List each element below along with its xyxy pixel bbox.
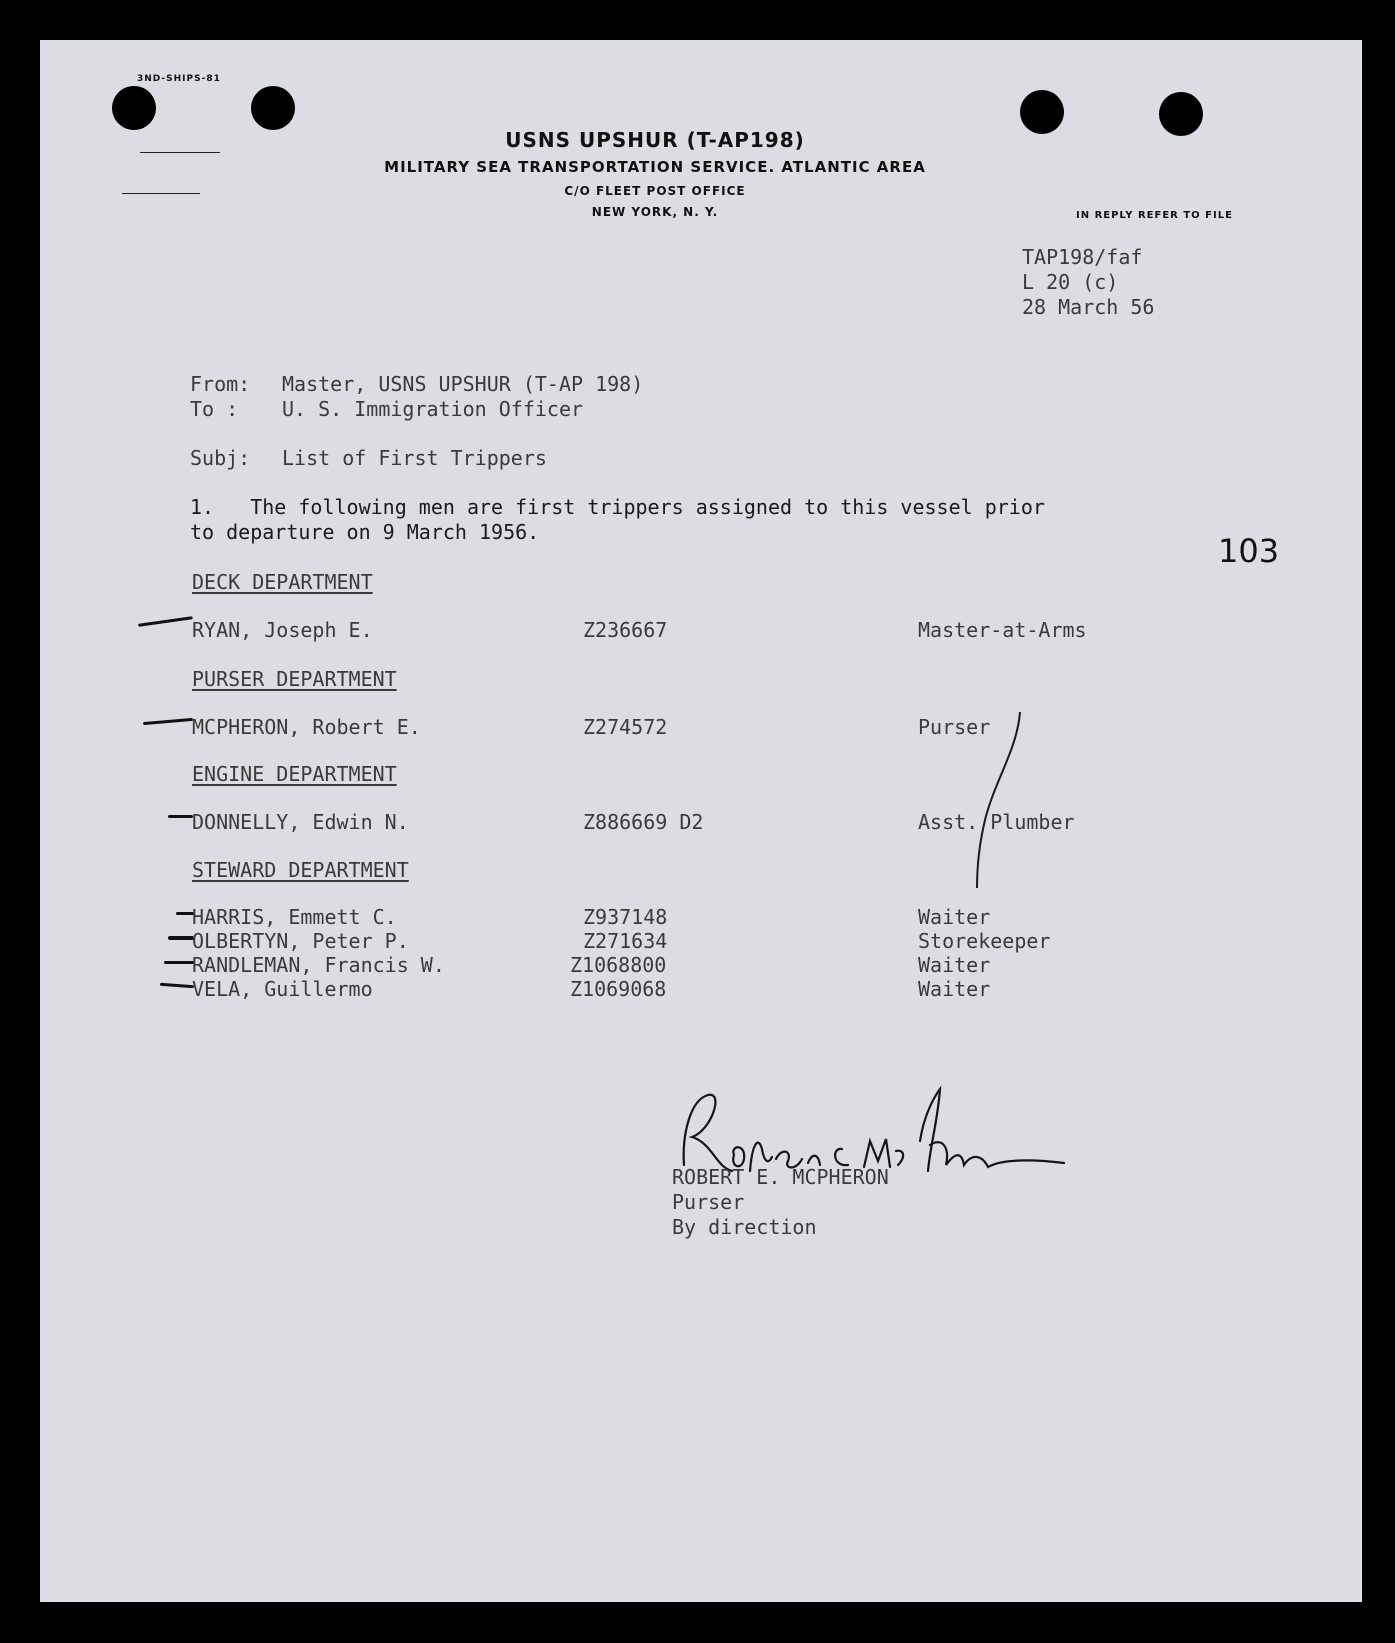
document-page: [40, 40, 1362, 1602]
crew-title: Storekeeper: [918, 929, 1051, 953]
crew-title: Waiter: [918, 905, 991, 929]
crew-name: RYAN, Joseph E.: [192, 618, 373, 642]
crew-title: Waiter: [918, 953, 991, 977]
department-heading: DECK DEPARTMENT: [192, 570, 373, 594]
check-mark: [143, 718, 193, 725]
letterhead-address1: C/O FLEET POST OFFICE: [564, 184, 746, 198]
crew-name: OLBERTYN, Peter P.: [192, 929, 409, 953]
crew-id: Z271634: [583, 929, 668, 953]
crew-name: RANDLEMAN, Francis W.: [192, 953, 445, 977]
subj-label: Subj:: [190, 446, 251, 470]
from-value: Master, USNS UPSHUR (T-AP 198): [282, 372, 644, 396]
letterhead-address2: NEW YORK, N. Y.: [591, 205, 719, 219]
crew-title: Asst. Plumber: [918, 810, 1075, 834]
file-ref-line: 28 March 56: [1022, 295, 1155, 319]
crew-title: Purser: [918, 715, 991, 739]
check-mark: [160, 983, 194, 988]
check-mark: [138, 616, 193, 627]
punch-hole: [112, 86, 156, 130]
pen-stroke: [965, 710, 1025, 890]
crew-id: Z274572: [583, 715, 668, 739]
crew-name: HARRIS, Emmett C.: [192, 905, 397, 929]
signer-name: ROBERT E. MCPHERON: [672, 1165, 889, 1189]
crew-id: Z1068800: [570, 953, 667, 977]
punch-hole: [1159, 92, 1203, 136]
crew-title: Waiter: [918, 977, 991, 1001]
signer-title: Purser: [672, 1190, 745, 1214]
margin-mark: [122, 193, 200, 194]
check-mark: [168, 936, 194, 940]
crew-id: Z236667: [583, 618, 668, 642]
crew-id: Z1069068: [570, 977, 667, 1001]
department-heading: STEWARD DEPARTMENT: [192, 858, 409, 882]
subj-value: List of First Trippers: [282, 446, 547, 470]
letterhead-ship: USNS UPSHUR (T-AP198): [505, 128, 805, 152]
crew-name: DONNELLY, Edwin N.: [192, 810, 409, 834]
crew-id: Z886669 D2: [583, 810, 704, 834]
body-line-2: to departure on 9 March 1956.: [190, 520, 540, 544]
letterhead-service: MILITARY SEA TRANSPORTATION SERVICE. ATLANTIC AREA: [384, 158, 926, 176]
reply-refer: IN REPLY REFER TO FILE: [1076, 210, 1233, 221]
form-id: 3ND-SHIPS-81: [137, 74, 221, 84]
to-value: U. S. Immigration Officer: [282, 397, 584, 421]
file-ref-line: L 20 (c): [1022, 270, 1119, 294]
body-line-1: 1. The following men are first trippers assigned to this vessel prior: [190, 495, 1045, 519]
crew-name: VELA, Guillermo: [192, 977, 373, 1001]
margin-mark: [140, 152, 220, 153]
crew-title: Master-at-Arms: [918, 618, 1087, 642]
crew-name: MCPHERON, Robert E.: [192, 715, 421, 739]
signer-authority: By direction: [672, 1215, 817, 1239]
check-mark: [168, 815, 193, 818]
file-ref-line: TAP198/faf: [1022, 245, 1143, 269]
check-mark: [164, 961, 194, 964]
punch-hole: [1020, 90, 1064, 134]
to-label: To :: [190, 397, 239, 421]
page-number: 103: [1218, 532, 1280, 570]
department-heading: PURSER DEPARTMENT: [192, 667, 397, 691]
from-label: From:: [190, 372, 251, 396]
department-heading: ENGINE DEPARTMENT: [192, 762, 397, 786]
punch-hole: [251, 86, 295, 130]
crew-id: Z937148: [583, 905, 668, 929]
